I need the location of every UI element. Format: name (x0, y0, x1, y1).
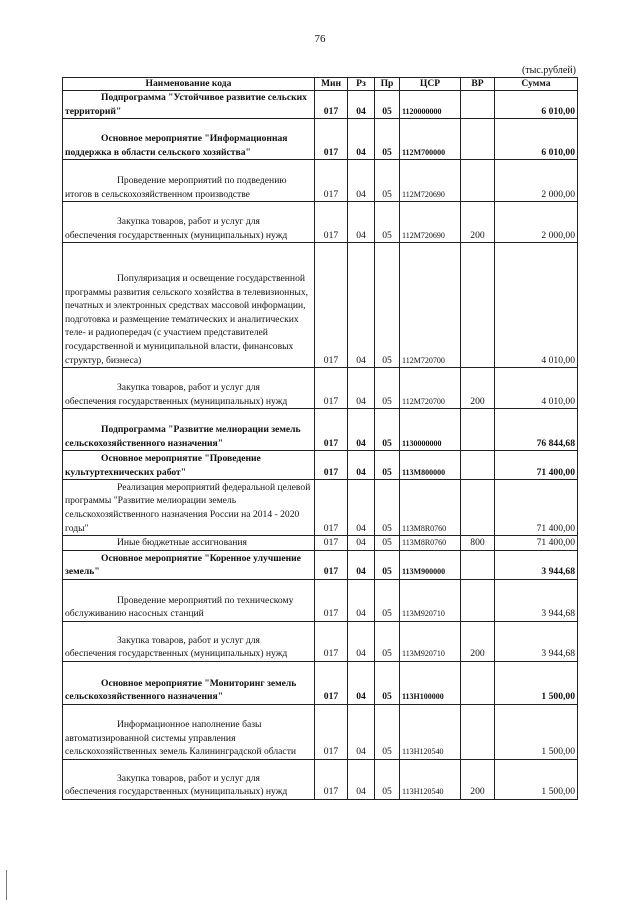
row-sum: 71 400,00 (495, 480, 578, 536)
row-sum: 1 500,00 (495, 759, 578, 799)
row-min: 017 (315, 160, 348, 202)
row-pr: 05 (375, 451, 400, 480)
row-pr: 05 (375, 759, 400, 799)
row-csr: 113М8R0760 (400, 536, 461, 551)
row-name: Основное мероприятие "Проведение культуртехнических работ" (63, 451, 315, 480)
table-row (63, 243, 578, 368)
budget-table (62, 77, 578, 800)
row-csr: 113М800000 (400, 451, 461, 480)
row-sum: 6 010,00 (495, 119, 578, 160)
row-vr (461, 160, 495, 202)
row-min: 017 (315, 704, 348, 759)
row-vr (461, 579, 495, 621)
row-csr: 112М720700 (400, 368, 461, 409)
row-name: Основное мероприятие "Мониторинг земель сельскохозяйственного назначения" (63, 661, 315, 704)
row-pr: 05 (375, 160, 400, 202)
row-vr (461, 550, 495, 579)
row-csr: 113Н120540 (400, 759, 461, 799)
table-row (63, 550, 578, 579)
table-row (63, 409, 578, 451)
row-rz: 04 (348, 579, 375, 621)
row-sum: 4 010,00 (495, 243, 578, 368)
row-vr: 200 (461, 621, 495, 661)
table-row (63, 661, 578, 704)
row-pr: 05 (375, 409, 400, 451)
row-name: Проведение мероприятий по подведению итогов в сельскохозяйственном производстве (63, 160, 315, 202)
table-row (63, 579, 578, 621)
table-row (63, 704, 578, 759)
units-label: (тыс.рублей) (521, 65, 576, 76)
row-name: Подпрограмма "Развитие мелиорации земель сельскохозяйственного назначения" (63, 409, 315, 451)
row-name: Основное мероприятие "Коренное улучшение земель" (63, 550, 315, 579)
row-pr: 05 (375, 119, 400, 160)
row-min: 017 (315, 550, 348, 579)
row-rz: 04 (348, 621, 375, 661)
row-csr: 113М900000 (400, 550, 461, 579)
table-row (63, 536, 578, 551)
row-sum: 3 944,68 (495, 621, 578, 661)
row-rz: 04 (348, 160, 375, 202)
row-pr: 05 (375, 550, 400, 579)
row-sum: 3 944,68 (495, 550, 578, 579)
row-rz: 04 (348, 409, 375, 451)
row-name: Информационное наполнение базы автоматизированной системы управления сельскохозяйственных земель Калининградской области (63, 704, 315, 759)
row-csr: 112М720700 (400, 243, 461, 368)
row-rz: 04 (348, 368, 375, 409)
row-vr (461, 409, 495, 451)
row-csr: 112М720690 (400, 202, 461, 243)
row-rz: 04 (348, 661, 375, 704)
table-row (63, 91, 578, 119)
row-csr: 112М720690 (400, 160, 461, 202)
row-csr: 113М8R0760 (400, 480, 461, 536)
row-pr: 05 (375, 661, 400, 704)
row-rz: 04 (348, 119, 375, 160)
row-min: 017 (315, 119, 348, 160)
row-sum: 76 844,68 (495, 409, 578, 451)
row-name: Популяризация и освещение государственной программы развития сельского хозяйства в телевизионных, печатных и электронных средствах массовой информации, подготовка и размещение тематических и аналитических теле- и радиопередач (с участием представителей государственной и муниципальной власти, финансовых структур, бизнеса) (63, 243, 315, 368)
table-row (63, 451, 578, 480)
row-min: 017 (315, 759, 348, 799)
row-vr (461, 119, 495, 160)
scan-artifact-mark (6, 870, 7, 900)
row-sum: 6 010,00 (495, 91, 578, 119)
row-min: 017 (315, 451, 348, 480)
row-sum: 1 500,00 (495, 661, 578, 704)
row-pr: 05 (375, 704, 400, 759)
header-sum: Сумма (495, 78, 578, 91)
row-vr: 200 (461, 759, 495, 799)
row-name: Закупка товаров, работ и услуг для обеспечения государственных (муниципальных) нужд (63, 368, 315, 409)
row-name: Проведение мероприятий по техническому обслуживанию насосных станций (63, 579, 315, 621)
row-name: Закупка товаров, работ и услуг для обеспечения государственных (муниципальных) нужд (63, 621, 315, 661)
row-csr: 113Н100000 (400, 661, 461, 704)
row-pr: 05 (375, 91, 400, 119)
row-vr: 800 (461, 536, 495, 551)
table-row (63, 202, 578, 243)
table-row (63, 119, 578, 160)
row-min: 017 (315, 202, 348, 243)
table-row (63, 621, 578, 661)
page-number: 76 (314, 33, 326, 45)
row-pr: 05 (375, 579, 400, 621)
row-min: 017 (315, 536, 348, 551)
table-row (63, 160, 578, 202)
row-pr: 05 (375, 621, 400, 661)
header-csr: ЦСР (400, 78, 461, 91)
row-rz: 04 (348, 451, 375, 480)
row-sum: 4 010,00 (495, 368, 578, 409)
row-vr: 200 (461, 202, 495, 243)
row-rz: 04 (348, 91, 375, 119)
row-sum: 71 400,00 (495, 536, 578, 551)
row-csr: 1120000000 (400, 91, 461, 119)
row-rz: 04 (348, 759, 375, 799)
header-vr: ВР (461, 78, 495, 91)
row-min: 017 (315, 243, 348, 368)
row-sum: 2 000,00 (495, 160, 578, 202)
row-sum: 1 500,00 (495, 704, 578, 759)
row-rz: 04 (348, 243, 375, 368)
row-name: Основное мероприятие "Информационная поддержка в области сельского хозяйства" (63, 119, 315, 160)
row-vr (461, 243, 495, 368)
row-min: 017 (315, 409, 348, 451)
row-vr (461, 480, 495, 536)
row-csr: 1130000000 (400, 409, 461, 451)
row-min: 017 (315, 480, 348, 536)
row-vr (461, 91, 495, 119)
row-sum: 71 400,00 (495, 451, 578, 480)
row-min: 017 (315, 579, 348, 621)
header-rz: Рз (348, 78, 375, 91)
row-pr: 05 (375, 480, 400, 536)
row-rz: 04 (348, 550, 375, 579)
row-csr: 113Н120540 (400, 704, 461, 759)
header-pr: Пр (375, 78, 400, 91)
row-pr: 05 (375, 202, 400, 243)
row-csr: 113М920710 (400, 579, 461, 621)
row-rz: 04 (348, 202, 375, 243)
row-rz: 04 (348, 480, 375, 536)
row-vr: 200 (461, 368, 495, 409)
header-name: Наименование кода (63, 78, 315, 91)
row-csr: 113М920710 (400, 621, 461, 661)
table-row (63, 759, 578, 799)
row-name: Закупка товаров, работ и услуг для обеспечения государственных (муниципальных) нужд (63, 759, 315, 799)
row-name: Подпрограмма "Устойчивое развитие сельских территорий" (63, 91, 315, 119)
row-sum: 3 944,68 (495, 579, 578, 621)
table-row (63, 480, 578, 536)
row-vr (461, 451, 495, 480)
row-sum: 2 000,00 (495, 202, 578, 243)
row-pr: 05 (375, 536, 400, 551)
row-csr: 112М700000 (400, 119, 461, 160)
row-min: 017 (315, 621, 348, 661)
row-pr: 05 (375, 243, 400, 368)
row-name: Иные бюджетные ассигнования (63, 536, 315, 551)
row-vr (461, 704, 495, 759)
row-min: 017 (315, 661, 348, 704)
row-min: 017 (315, 368, 348, 409)
row-vr (461, 661, 495, 704)
row-name: Закупка товаров, работ и услуг для обеспечения государственных (муниципальных) нужд (63, 202, 315, 243)
row-rz: 04 (348, 536, 375, 551)
header-min: Мин (315, 78, 348, 91)
table-header-row (63, 78, 578, 91)
row-name: Реализация мероприятий федеральной целевой программы "Развитие мелиорации земель сельскохозяйственного назначения России на 2014 - 2020 годы" (63, 480, 315, 536)
row-rz: 04 (348, 704, 375, 759)
table-row (63, 368, 578, 409)
row-min: 017 (315, 91, 348, 119)
row-pr: 05 (375, 368, 400, 409)
